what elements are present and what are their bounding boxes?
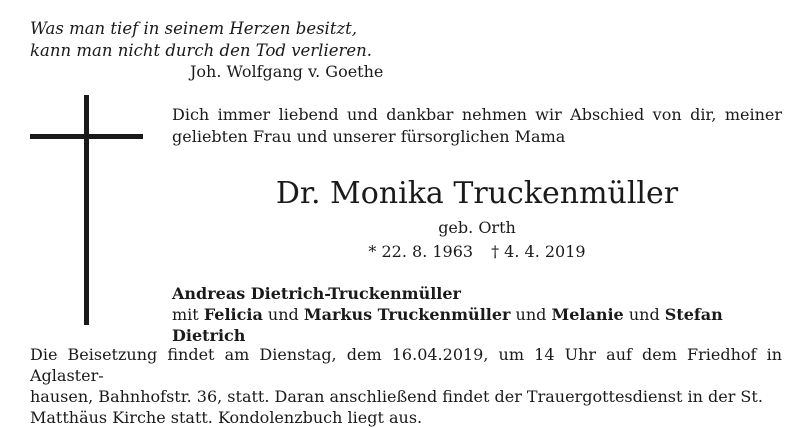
family-signatures — [172, 283, 787, 346]
conjunction-2: und — [515, 305, 547, 324]
funeral-info — [30, 344, 782, 428]
conjunction-1: und — [267, 305, 299, 324]
quote-author: Joh. Wolfgang v. Goethe — [190, 62, 384, 81]
cross-vertical-bar — [84, 95, 89, 325]
deceased-name: Dr. Monika Truckenmüller — [275, 176, 679, 211]
child-name-1: Felicia — [203, 305, 263, 324]
birth-date: * 22. 8. 1963 — [368, 242, 474, 261]
husband-name: Andreas Dietrich-Truckenmüller — [172, 284, 461, 303]
family-line-2 — [172, 304, 787, 346]
child-name-4: Stefan Dietrich — [172, 305, 723, 345]
conjunction-3: und — [628, 305, 660, 324]
family-prefix: mit — [172, 305, 199, 324]
farewell-text: Dich immer liebend und dankbar nehmen wir Abschied von dir, meiner geliebten Frau und unserer fürsorglichen Mama — [172, 105, 782, 146]
child-name-3: Melanie — [551, 305, 624, 324]
life-dates — [172, 242, 782, 262]
funeral-line-1: Die Beisetzung findet am Dienstag, dem 16.04.2019, um 14 Uhr auf dem Friedhof in Aglaster- — [30, 345, 782, 385]
quote-line-1: Was man tief in seinem Herzen besitzt, — [30, 19, 358, 38]
maiden-name: geb. Orth — [438, 218, 516, 237]
funeral-line-2: hausen, Bahnhofstr. 36, statt. Daran anschließend findet der Trauergottesdienst in der St. — [30, 387, 763, 406]
funeral-line-3: Matthäus Kirche statt. Kondolenzbuch liegt aus. — [30, 408, 423, 427]
goethe-quote — [30, 18, 372, 62]
cross-horizontal-bar — [30, 134, 143, 139]
child-name-2: Markus Truckenmüller — [303, 305, 511, 324]
family-line-1 — [172, 283, 787, 304]
death-date: † 4. 4. 2019 — [491, 242, 586, 261]
quote-line-2: kann man nicht durch den Tod verlieren. — [30, 41, 373, 60]
